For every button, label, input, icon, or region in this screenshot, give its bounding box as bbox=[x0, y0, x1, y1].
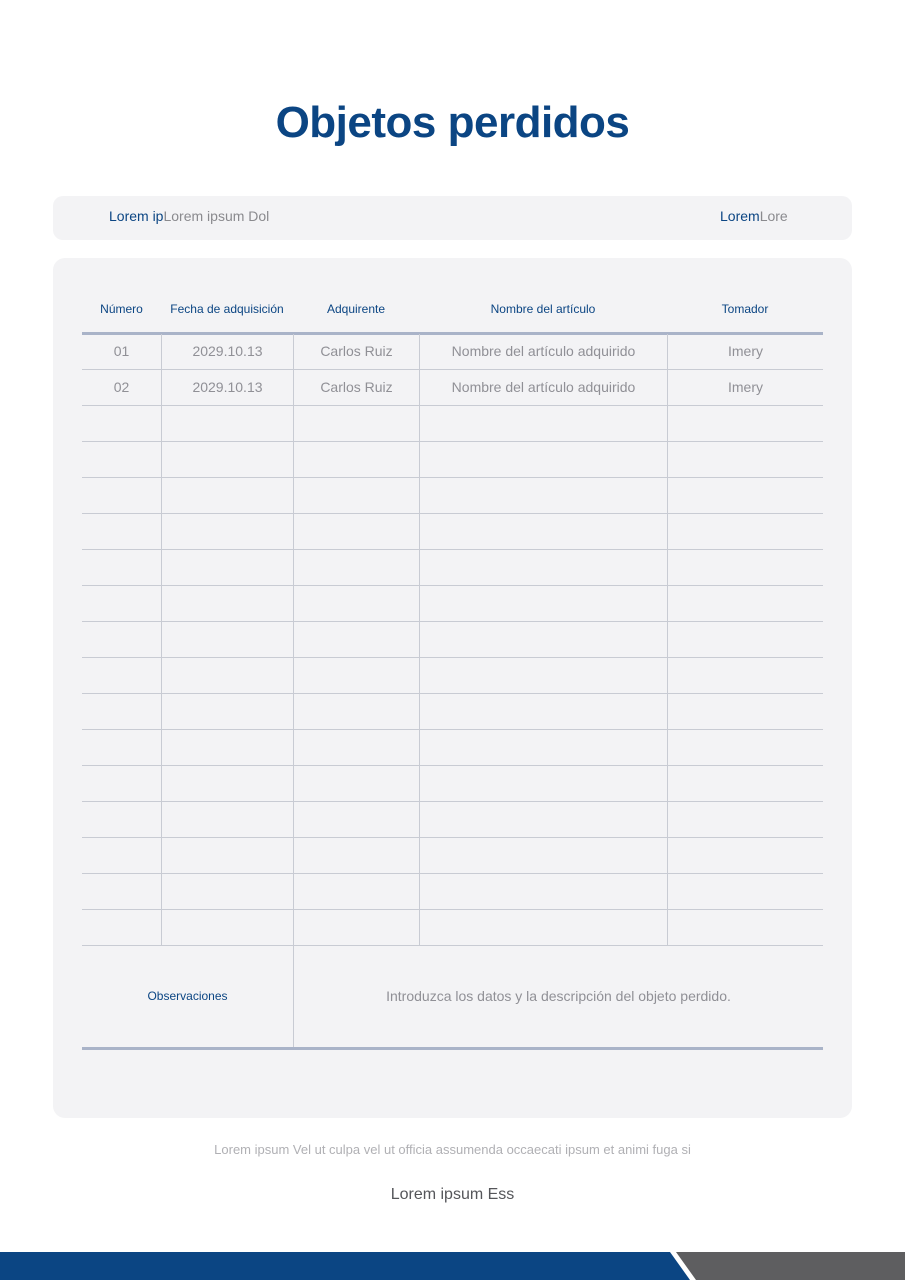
cell-numero[interactable] bbox=[82, 802, 161, 837]
cell-tomador[interactable] bbox=[667, 586, 823, 621]
table-row bbox=[82, 910, 823, 946]
cell-fecha[interactable] bbox=[161, 802, 293, 837]
header-adquirente: Adquirente bbox=[326, 302, 386, 316]
cell-nombre-articulo[interactable] bbox=[419, 766, 667, 801]
observations-row bbox=[82, 946, 823, 1050]
cell-tomador[interactable] bbox=[667, 874, 823, 909]
cell-fecha[interactable] bbox=[161, 550, 293, 585]
cell-fecha[interactable]: 2029.10.13 bbox=[161, 370, 293, 405]
cell-nombre-articulo[interactable] bbox=[419, 838, 667, 873]
cell-numero[interactable] bbox=[82, 514, 161, 549]
cell-numero[interactable] bbox=[82, 586, 161, 621]
cell-numero[interactable] bbox=[82, 442, 161, 477]
band-gray bbox=[676, 1252, 905, 1280]
cell-adquirente[interactable] bbox=[293, 838, 419, 873]
cell-nombre-articulo[interactable]: Nombre del artículo adquirido bbox=[419, 370, 667, 405]
cell-tomador[interactable] bbox=[667, 550, 823, 585]
cell-adquirente[interactable] bbox=[293, 874, 419, 909]
info-left-value: Lorem ipsum Dol bbox=[163, 208, 270, 224]
cell-adquirente[interactable] bbox=[293, 766, 419, 801]
cell-adquirente[interactable]: Carlos Ruiz bbox=[293, 370, 419, 405]
table-row bbox=[82, 586, 823, 622]
cell-adquirente[interactable] bbox=[293, 730, 419, 765]
cell-nombre-articulo[interactable] bbox=[419, 730, 667, 765]
cell-nombre-articulo[interactable] bbox=[419, 802, 667, 837]
cell-tomador[interactable] bbox=[667, 730, 823, 765]
cell-nombre-articulo[interactable] bbox=[419, 586, 667, 621]
table-row bbox=[82, 550, 823, 586]
cell-tomador[interactable] bbox=[667, 802, 823, 837]
header-numero: Número bbox=[100, 302, 143, 316]
table-row bbox=[82, 514, 823, 550]
cell-tomador[interactable] bbox=[667, 514, 823, 549]
cell-adquirente[interactable] bbox=[293, 622, 419, 657]
cell-nombre-articulo[interactable] bbox=[419, 694, 667, 729]
table-row bbox=[82, 478, 823, 514]
cell-nombre-articulo[interactable] bbox=[419, 478, 667, 513]
table-row bbox=[82, 442, 823, 478]
cell-adquirente[interactable] bbox=[293, 694, 419, 729]
cell-tomador[interactable]: Imery bbox=[667, 334, 823, 369]
observations-label: Observaciones bbox=[147, 989, 228, 1003]
info-bar bbox=[53, 196, 852, 240]
cell-fecha[interactable] bbox=[161, 874, 293, 909]
table-row bbox=[82, 694, 823, 730]
cell-adquirente[interactable] bbox=[293, 802, 419, 837]
cell-numero[interactable] bbox=[82, 406, 161, 441]
cell-fecha[interactable] bbox=[161, 658, 293, 693]
cell-numero[interactable] bbox=[82, 874, 161, 909]
cell-adquirente[interactable] bbox=[293, 406, 419, 441]
cell-adquirente[interactable] bbox=[293, 442, 419, 477]
bottom-decorative-band bbox=[0, 1252, 905, 1280]
cell-fecha[interactable] bbox=[161, 910, 293, 945]
cell-nombre-articulo[interactable] bbox=[419, 874, 667, 909]
cell-adquirente[interactable] bbox=[293, 658, 419, 693]
info-right-field bbox=[720, 208, 788, 224]
cell-adquirente[interactable] bbox=[293, 478, 419, 513]
info-right-label: Lorem bbox=[720, 208, 760, 224]
cell-fecha[interactable] bbox=[161, 442, 293, 477]
footer-note: Lorem ipsum Vel ut culpa vel ut officia assumenda occaecati ipsum et animi fuga si bbox=[214, 1142, 691, 1157]
table-row bbox=[82, 370, 823, 406]
cell-adquirente[interactable]: Carlos Ruiz bbox=[293, 334, 419, 369]
cell-nombre-articulo[interactable]: Nombre del artículo adquirido bbox=[419, 334, 667, 369]
cell-tomador[interactable] bbox=[667, 406, 823, 441]
header-fecha: Fecha de adquisición bbox=[170, 302, 284, 316]
table-row bbox=[82, 802, 823, 838]
cell-adquirente[interactable] bbox=[293, 550, 419, 585]
table-row bbox=[82, 730, 823, 766]
lost-items-table bbox=[82, 292, 823, 1050]
cell-adquirente[interactable] bbox=[293, 910, 419, 945]
cell-numero[interactable] bbox=[82, 550, 161, 585]
cell-fecha[interactable] bbox=[161, 694, 293, 729]
cell-numero[interactable]: 01 bbox=[113, 343, 130, 359]
cell-adquirente[interactable] bbox=[293, 514, 419, 549]
cell-fecha[interactable] bbox=[161, 622, 293, 657]
table-bottom-divider bbox=[82, 1047, 823, 1050]
table-body bbox=[82, 334, 823, 946]
cell-fecha[interactable] bbox=[161, 730, 293, 765]
cell-tomador[interactable] bbox=[667, 442, 823, 477]
table-row bbox=[82, 838, 823, 874]
cell-fecha[interactable] bbox=[161, 478, 293, 513]
cell-nombre-articulo[interactable] bbox=[419, 910, 667, 945]
info-left-label: Lorem ip bbox=[109, 208, 164, 224]
cell-numero[interactable] bbox=[82, 910, 161, 945]
cell-nombre-articulo[interactable] bbox=[419, 406, 667, 441]
cell-tomador[interactable] bbox=[667, 910, 823, 945]
cell-nombre-articulo[interactable] bbox=[419, 622, 667, 657]
cell-fecha[interactable]: 2029.10.13 bbox=[161, 334, 293, 369]
table-row bbox=[82, 334, 823, 370]
cell-numero[interactable] bbox=[82, 766, 161, 801]
cell-tomador[interactable] bbox=[667, 622, 823, 657]
cell-nombre-articulo[interactable] bbox=[419, 550, 667, 585]
cell-numero[interactable] bbox=[82, 730, 161, 765]
cell-nombre-articulo[interactable] bbox=[419, 514, 667, 549]
table-row bbox=[82, 766, 823, 802]
page-title: Objetos perdidos bbox=[275, 98, 630, 147]
header-nombre-articulo: Nombre del artículo bbox=[490, 302, 596, 316]
cell-tomador[interactable] bbox=[667, 478, 823, 513]
cell-adquirente[interactable] bbox=[293, 586, 419, 621]
cell-numero[interactable] bbox=[82, 838, 161, 873]
info-right-value: Lore bbox=[759, 208, 788, 224]
table-row bbox=[82, 622, 823, 658]
observations-input[interactable]: Introduzca los datos y la descripción del objeto perdido. bbox=[293, 946, 823, 1050]
table-row bbox=[82, 658, 823, 694]
cell-nombre-articulo[interactable] bbox=[419, 658, 667, 693]
cell-tomador[interactable]: Imery bbox=[667, 370, 823, 405]
cell-tomador[interactable] bbox=[667, 694, 823, 729]
footer-signature: Lorem ipsum Ess bbox=[390, 1186, 515, 1203]
cell-tomador[interactable] bbox=[667, 838, 823, 873]
cell-fecha[interactable] bbox=[161, 514, 293, 549]
cell-nombre-articulo[interactable] bbox=[419, 442, 667, 477]
cell-tomador[interactable] bbox=[667, 766, 823, 801]
cell-numero[interactable] bbox=[82, 622, 161, 657]
cell-tomador[interactable] bbox=[667, 658, 823, 693]
header-tomador: Tomador bbox=[721, 302, 769, 316]
table-row bbox=[82, 406, 823, 442]
table-row bbox=[82, 874, 823, 910]
cell-numero[interactable] bbox=[82, 694, 161, 729]
cell-numero[interactable]: 02 bbox=[113, 379, 130, 395]
cell-fecha[interactable] bbox=[161, 586, 293, 621]
info-left-field bbox=[109, 208, 269, 224]
band-blue bbox=[0, 1252, 690, 1280]
cell-numero[interactable] bbox=[82, 478, 161, 513]
cell-fecha[interactable] bbox=[161, 766, 293, 801]
cell-fecha[interactable] bbox=[161, 838, 293, 873]
cell-fecha[interactable] bbox=[161, 406, 293, 441]
table-panel bbox=[53, 258, 852, 1118]
cell-numero[interactable] bbox=[82, 658, 161, 693]
table-header bbox=[82, 292, 823, 334]
